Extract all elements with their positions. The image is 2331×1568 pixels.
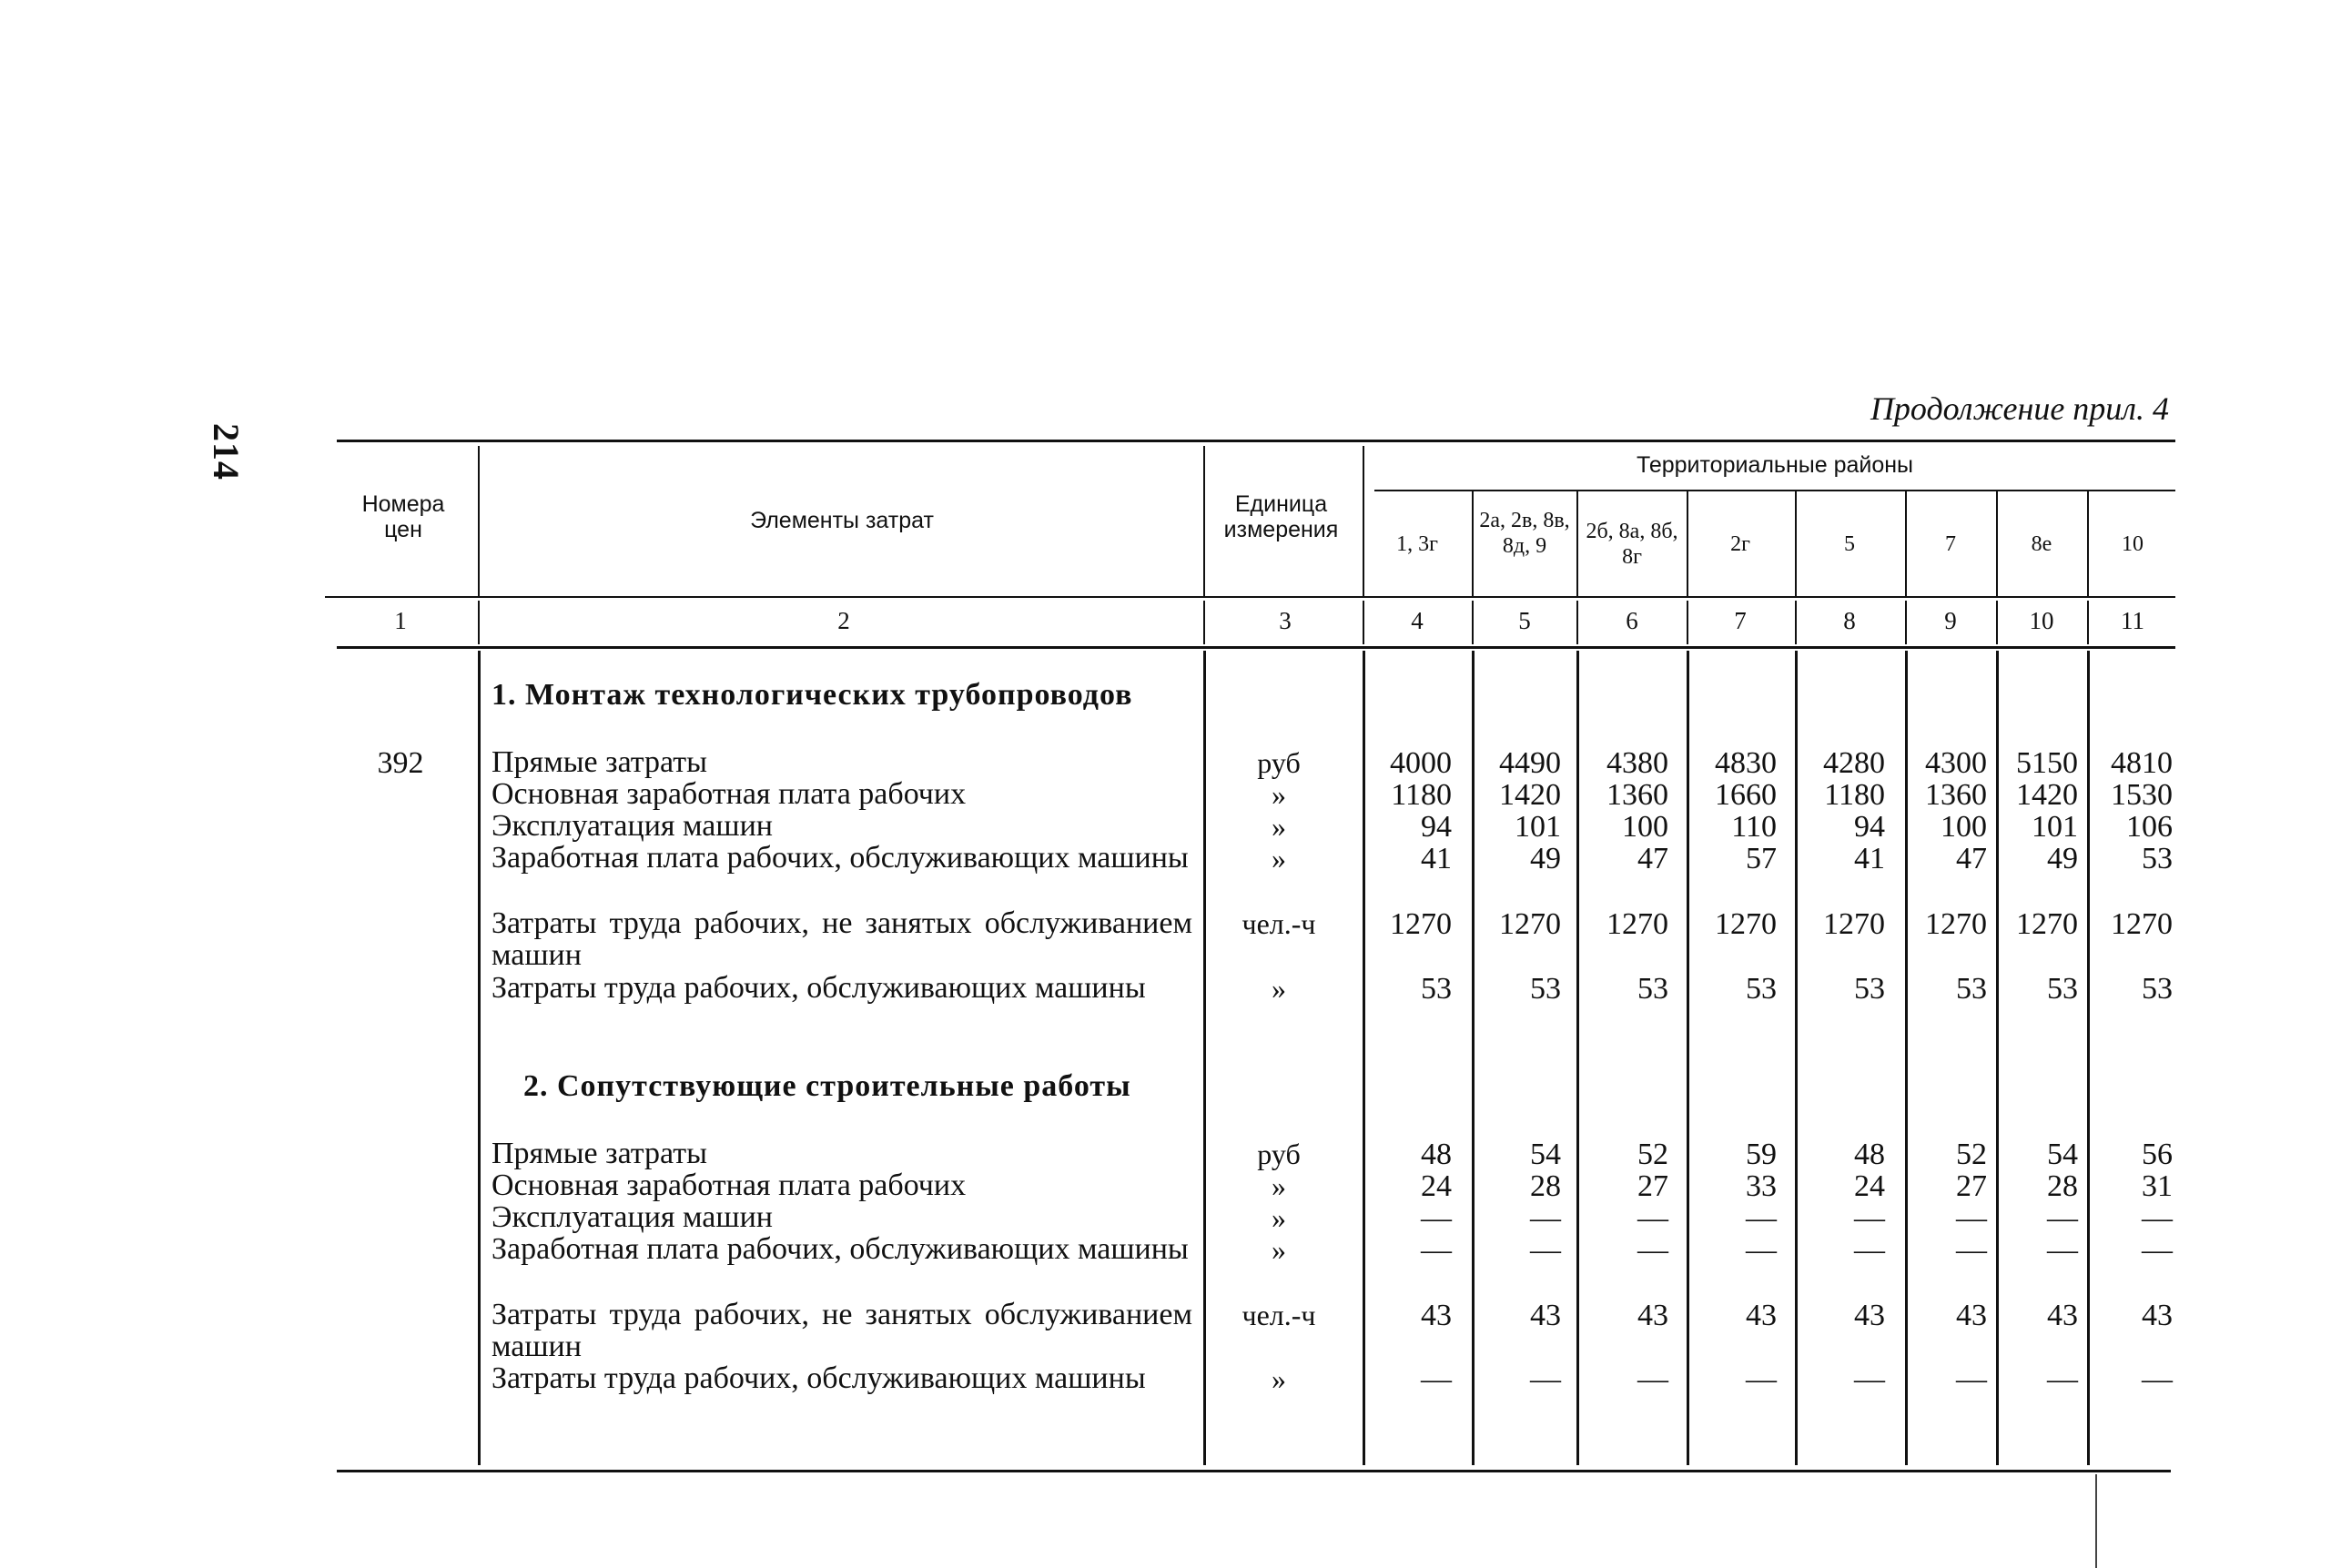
- section-title: 1. Монтаж технологических трубопроводов: [492, 678, 1133, 712]
- header-price-numbers: Номера цен: [361, 491, 445, 542]
- region-value: 53: [1854, 972, 1885, 1006]
- cost-element-label: Затраты труда рабочих, не занятых обслуживанием машин: [492, 906, 1192, 972]
- region-value: —: [1746, 1362, 1777, 1396]
- region-value: 1270: [1823, 907, 1885, 941]
- region-header: 2б, 8а, 8б, 8г: [1586, 520, 1678, 569]
- region-value: 4000: [1390, 746, 1452, 780]
- region-value: —: [1530, 1201, 1561, 1235]
- region-value: 53: [2142, 972, 2173, 1006]
- column-rule-body: [1472, 651, 1475, 1465]
- region-value: 4380: [1606, 746, 1668, 780]
- region-value: —: [1854, 1362, 1885, 1396]
- region-value: 43: [1421, 1299, 1452, 1332]
- unit-cell: чел.-ч: [1242, 1299, 1316, 1331]
- region-value: —: [2142, 1233, 2173, 1267]
- region-value: 1360: [1606, 778, 1668, 812]
- unit-cell: »: [1272, 1233, 1286, 1266]
- region-value: —: [1421, 1362, 1452, 1396]
- rule-bottom: [337, 1470, 2171, 1472]
- region-value: 57: [1746, 842, 1777, 875]
- cost-element-label: Основная заработная плата рабочих: [492, 777, 967, 811]
- region-value: 24: [1421, 1169, 1452, 1203]
- region-value: 1530: [2111, 778, 2173, 812]
- region-value: —: [1956, 1201, 1987, 1235]
- column-number: 5: [1518, 607, 1531, 634]
- column-rule-header: [478, 446, 480, 596]
- header-cost-elements: Элементы затрат: [750, 508, 934, 533]
- region-value: 101: [2032, 810, 2078, 844]
- header-regions: Территориальные районы: [1636, 452, 1914, 478]
- region-value: 53: [1746, 972, 1777, 1006]
- column-rule-colnum: [1687, 601, 1688, 644]
- region-value: 1180: [1391, 778, 1452, 812]
- region-header: 5: [1844, 532, 1855, 556]
- region-value: 48: [1421, 1138, 1452, 1171]
- unit-cell: »: [1272, 1362, 1286, 1395]
- column-rule-colnum: [1472, 601, 1474, 644]
- region-value: 94: [1854, 810, 1885, 844]
- region-value: 47: [1956, 842, 1987, 875]
- region-value: 54: [1530, 1138, 1561, 1171]
- region-value: 53: [1637, 972, 1668, 1006]
- unit-cell: »: [1272, 1201, 1286, 1234]
- region-value: 24: [1854, 1169, 1885, 1203]
- region-value: —: [1956, 1362, 1987, 1396]
- cost-element-label: Затраты труда рабочих, обслуживающих машины: [492, 971, 1146, 1005]
- column-number: 4: [1411, 607, 1424, 634]
- column-rule-body: [478, 651, 481, 1465]
- cost-element-label: Прямые затраты: [492, 745, 707, 779]
- region-header: 7: [1945, 532, 1956, 556]
- rule-header-bottom: [325, 596, 2175, 598]
- column-rule-colnum: [1203, 601, 1205, 644]
- region-value: —: [1637, 1201, 1668, 1235]
- column-rule-header: [1203, 446, 1205, 596]
- column-number: 10: [2029, 607, 2054, 634]
- region-value: —: [1421, 1201, 1452, 1235]
- region-value: 53: [1421, 972, 1452, 1006]
- region-value: —: [1421, 1233, 1452, 1267]
- unit-cell: »: [1272, 1169, 1286, 1202]
- region-value: 1270: [1925, 907, 1987, 941]
- region-header: 8е: [2031, 532, 2052, 556]
- region-value: 31: [2142, 1169, 2173, 1203]
- cost-element-label: Эксплуатация машин: [492, 809, 773, 843]
- column-number: 7: [1734, 607, 1747, 634]
- cost-element-label: Основная заработная плата рабочих: [492, 1168, 967, 1202]
- region-value: 27: [1956, 1169, 1987, 1203]
- region-value: 1420: [2016, 778, 2078, 812]
- region-value: —: [2047, 1201, 2078, 1235]
- region-value: 53: [1956, 972, 1987, 1006]
- column-rule-colnum: [1795, 601, 1797, 644]
- region-value: —: [1637, 1233, 1668, 1267]
- unit-cell: руб: [1257, 1138, 1301, 1170]
- section-title: 2. Сопутствующие строительные работы: [523, 1069, 1131, 1103]
- region-value: 100: [1622, 810, 1668, 844]
- region-value: 28: [2047, 1169, 2078, 1203]
- region-value: 4810: [2111, 746, 2173, 780]
- region-value: 53: [2047, 972, 2078, 1006]
- region-value: 5150: [2016, 746, 2078, 780]
- unit-cell: »: [1272, 972, 1286, 1005]
- column-rule-body: [2087, 651, 2090, 1465]
- region-value: 43: [2142, 1299, 2173, 1332]
- region-value: 41: [1421, 842, 1452, 875]
- region-header: 2а, 2в, 8в, 8д, 9: [1479, 509, 1570, 558]
- region-value: —: [1746, 1233, 1777, 1267]
- region-value: —: [2047, 1362, 2078, 1396]
- region-value: 43: [2047, 1299, 2078, 1332]
- region-value: 43: [1956, 1299, 1987, 1332]
- column-number: 2: [837, 607, 850, 634]
- unit-cell: »: [1272, 778, 1286, 811]
- cost-element-label: Заработная плата рабочих, обслуживающих машины: [492, 841, 1189, 875]
- price-number: 392: [377, 746, 424, 780]
- cost-element-label: Затраты труда рабочих, обслуживающих машины: [492, 1361, 1146, 1395]
- cost-element-label: Эксплуатация машин: [492, 1200, 773, 1234]
- column-rule-colnum: [478, 601, 480, 644]
- column-rule-body: [1363, 651, 1365, 1465]
- cost-element-label: Заработная плата рабочих, обслуживающих машины: [492, 1232, 1189, 1266]
- region-value: 4490: [1499, 746, 1561, 780]
- region-value: 27: [1637, 1169, 1668, 1203]
- region-value: —: [2142, 1201, 2173, 1235]
- column-rule-body: [1905, 651, 1908, 1465]
- unit-cell: чел.-ч: [1242, 907, 1316, 940]
- region-value: 1270: [1390, 907, 1452, 941]
- region-value: 43: [1637, 1299, 1668, 1332]
- region-value: 94: [1421, 810, 1452, 844]
- region-value: 49: [2047, 842, 2078, 875]
- region-value: 43: [1854, 1299, 1885, 1332]
- cost-element-label: Затраты труда рабочих, не занятых обслуживанием машин: [492, 1298, 1192, 1363]
- column-rule-colnum: [1363, 601, 1364, 644]
- cost-element-label: Прямые затраты: [492, 1137, 707, 1170]
- table-caption: Продолжение прил. 4: [1870, 390, 2169, 427]
- region-value: 52: [1637, 1138, 1668, 1171]
- column-rule-colnum: [1905, 601, 1907, 644]
- region-value: 100: [1941, 810, 1987, 844]
- region-value: 1270: [1715, 907, 1777, 941]
- region-value: 49: [1530, 842, 1561, 875]
- region-value: 1270: [2111, 907, 2173, 941]
- region-value: 52: [1956, 1138, 1987, 1171]
- region-value: 53: [2142, 842, 2173, 875]
- header-unit: Единица измерения: [1223, 491, 1339, 542]
- rule-top: [337, 440, 2175, 442]
- column-rule-body: [1687, 651, 1689, 1465]
- region-value: 41: [1854, 842, 1885, 875]
- region-value: 1270: [1499, 907, 1561, 941]
- region-value: 4280: [1823, 746, 1885, 780]
- rule-colnum-bottom: [337, 646, 2175, 649]
- region-header: 2г: [1730, 532, 1750, 556]
- column-rule-colnum: [2087, 601, 2089, 644]
- region-value: 1270: [1606, 907, 1668, 941]
- region-value: 56: [2142, 1138, 2173, 1171]
- region-value: —: [1956, 1233, 1987, 1267]
- column-number: 11: [2121, 607, 2144, 634]
- margin-line: [2095, 1474, 2097, 1568]
- column-rule-header: [1795, 491, 1797, 596]
- region-value: 106: [2126, 810, 2173, 844]
- region-value: 1360: [1925, 778, 1987, 812]
- region-value: 53: [1530, 972, 1561, 1006]
- column-number: 8: [1843, 607, 1856, 634]
- column-rule-colnum: [1996, 601, 1998, 644]
- region-value: 4830: [1715, 746, 1777, 780]
- rule-regions-under: [1374, 490, 2175, 491]
- column-number: 6: [1626, 607, 1638, 634]
- region-value: 110: [1731, 810, 1777, 844]
- region-value: —: [1746, 1201, 1777, 1235]
- region-value: 1660: [1715, 778, 1777, 812]
- region-value: —: [1854, 1201, 1885, 1235]
- region-value: 4300: [1925, 746, 1987, 780]
- region-value: 1180: [1824, 778, 1885, 812]
- region-value: 48: [1854, 1138, 1885, 1171]
- column-rule-header: [1576, 491, 1578, 596]
- region-value: —: [1854, 1233, 1885, 1267]
- column-rule-colnum: [1576, 601, 1578, 644]
- region-value: 1420: [1499, 778, 1561, 812]
- column-rule-header: [1472, 491, 1474, 596]
- page-number: 214: [206, 423, 247, 481]
- region-value: —: [1637, 1362, 1668, 1396]
- region-header: 1, 3г: [1396, 532, 1438, 556]
- region-value: —: [2047, 1233, 2078, 1267]
- column-number: 1: [394, 607, 407, 634]
- region-value: 28: [1530, 1169, 1561, 1203]
- region-value: 33: [1746, 1169, 1777, 1203]
- region-value: —: [1530, 1362, 1561, 1396]
- region-header: 10: [2122, 532, 2144, 556]
- column-number: 3: [1279, 607, 1292, 634]
- column-number: 9: [1944, 607, 1957, 634]
- column-rule-body: [1795, 651, 1798, 1465]
- region-value: —: [2142, 1362, 2173, 1396]
- region-value: 59: [1746, 1138, 1777, 1171]
- region-value: 47: [1637, 842, 1668, 875]
- unit-cell: »: [1272, 842, 1286, 875]
- column-rule-header: [1687, 491, 1688, 596]
- region-value: —: [1530, 1233, 1561, 1267]
- region-value: 43: [1746, 1299, 1777, 1332]
- column-rule-body: [1576, 651, 1579, 1465]
- region-value: 101: [1515, 810, 1561, 844]
- region-value: 54: [2047, 1138, 2078, 1171]
- column-rule-header: [1363, 446, 1364, 596]
- region-value: 1270: [2016, 907, 2078, 941]
- region-value: 43: [1530, 1299, 1561, 1332]
- column-rule-body: [1996, 651, 1999, 1465]
- unit-cell: руб: [1257, 746, 1301, 779]
- unit-cell: »: [1272, 810, 1286, 843]
